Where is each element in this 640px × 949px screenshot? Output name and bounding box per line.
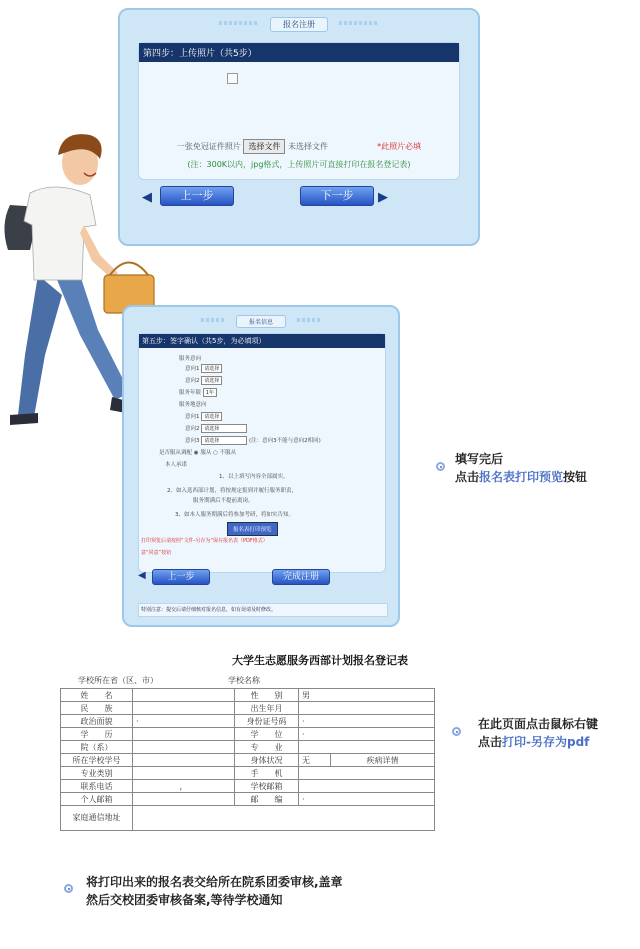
cell-label: 学 历 [61,728,133,741]
region1-label: 意向1 [185,414,200,420]
cell-value [133,754,235,767]
cell-label: 身体状况 [235,754,299,767]
choose-file-button[interactable]: 选择文件 [243,139,285,154]
cell-value [133,702,235,715]
print-preview-button[interactable]: 报名表打印预览 [227,522,278,536]
cell-value [133,728,235,741]
cell-label: 疾病详情 [331,754,435,767]
promise-3: 3、如本人服务期满后将参加考研，将如实告知。 [175,512,295,518]
cell-label: 邮 编 [235,793,299,806]
adjust-no-label: 不服从 [219,450,237,456]
confirm-form-area [138,333,386,573]
cell-value [133,806,435,831]
table-row [61,793,435,806]
wish1-label: 意向1 [185,366,200,372]
cell-label: 专业类别 [61,767,133,780]
panel-tabbar [124,309,398,325]
prev-step-button[interactable]: 上一步 [160,186,234,206]
cell-value [133,689,235,702]
cell-label: 所在学校学号 [61,754,133,767]
left-leg [18,275,62,417]
years-select[interactable]: 1年 [203,388,217,397]
cell-value: · [299,793,435,806]
cell-value [299,767,435,780]
wish1-select[interactable]: 请选择 [201,364,222,373]
wish1-row [185,364,222,373]
step-navigation [142,186,460,208]
wish2-row [185,376,222,385]
step-navigation [138,569,388,585]
tab-decoration [219,21,259,25]
region2-label: 意向2 [185,426,200,432]
service-wish-label: 服务意向 [179,356,202,362]
callout-highlight: 打印-另存为pdf [502,735,590,749]
print-button-row [227,522,278,536]
cell-label: 出生年月 [235,702,299,715]
cell-value: · [299,728,435,741]
radio-icon[interactable]: ○ [213,450,218,456]
tab-decoration [297,318,321,322]
upload-form-area [138,42,460,180]
table-row [61,715,435,728]
cell-value: ， [133,780,235,793]
finish-register-button[interactable]: 完成注册 [272,569,330,585]
upload-photo-panel [118,8,480,246]
cell-value [299,780,435,793]
red-note: 打印预览后请按照“文件-另存为”保存报名表（PDF格式） [141,538,268,544]
cell-value [133,793,235,806]
promise-2b: 服务期满后不提前离岗。 [193,498,254,504]
meta-province: 学校所在省（区、市） [78,676,158,685]
cell-label: 学 位 [235,728,299,741]
region-wish-label: 服务地意向 [179,402,207,408]
callout-text: 点击 [478,735,503,749]
callout-highlight: 报名表打印预览 [479,470,564,484]
table-row [61,741,435,754]
registration-table [60,688,435,831]
region1-select[interactable]: 请选择 [201,412,222,421]
cell-label: 手 机 [235,767,299,780]
notice-box: 特别注意：提交后请仔细核对报名信息，如有误请及时修改。 [138,603,388,617]
panel-tabbar [120,12,478,28]
callout-line: 然后交校团委审核备案,等待学校通知 [86,893,283,907]
callout-line: 在此页面点击鼠标右键 [478,717,599,731]
promise-label: 本人承诺 [165,462,188,468]
cell-value [133,767,235,780]
cell-value [299,741,435,754]
bullet-icon [64,884,73,893]
region3-select[interactable]: 请选择 [201,436,247,445]
cell-label: 身份证号码 [235,715,299,728]
panel-title: 报名信息 [236,315,286,328]
callout-submit-form [86,873,343,909]
region3-label: 意向3 [185,438,200,444]
callout-line: 填写完后 [455,452,504,466]
step-header: 第五步：签字确认（共5步，为必填项） [139,334,385,348]
tab-decoration [339,21,379,25]
table-row [61,702,435,715]
panel-title: 报名注册 [270,17,328,32]
arrow-left-icon: ◀ [138,570,146,581]
wish2-select[interactable]: 请选择 [201,376,222,385]
cell-label: 性 别 [235,689,299,702]
tab-decoration [201,318,225,322]
table-row [61,754,435,767]
table-row [61,689,435,702]
radio-selected-icon[interactable]: ◉ [193,450,199,456]
bullet-icon [436,462,445,471]
cell-label: 姓 名 [61,689,133,702]
table-row [61,767,435,780]
cell-value: 无 [299,754,331,767]
adjust-yes-label: 服从 [200,450,212,456]
promise-1: 1、以上填写内容全部属实。 [219,474,289,480]
cell-label: 个人邮箱 [61,793,133,806]
cell-label: 家庭通信地址 [61,806,133,831]
confirm-panel [122,305,400,627]
meta-school: 学校名称 [228,676,260,685]
cell-label: 政治面貌 [61,715,133,728]
red-note-2: 意“同意”按钮 [141,550,172,556]
cell-label: 民 族 [61,702,133,715]
cell-value: · [133,715,235,728]
adjust-label: 是否服从调配 [159,450,193,456]
step-header: 第四步：上传照片（共5步） [139,43,459,62]
arrow-left-icon: ◀ [142,190,152,205]
callout-line [455,468,587,486]
callout-line [478,733,598,751]
shoe [10,413,38,425]
years-label: 服务年限 [179,390,202,396]
next-step-button[interactable]: 下一步 [300,186,374,206]
adjust-row [159,448,236,456]
callout-text: 按钮 [563,470,588,484]
cell-label: 院（系） [61,741,133,754]
callout-print-preview [455,450,587,486]
arrow-right-icon: ▶ [378,190,388,205]
required-note: *此照片必填 [377,142,422,151]
region-note: (注：意向3不能与意向2相同) [249,438,321,444]
cell-value [299,702,435,715]
upload-label: 一张免冠证件照片 [176,142,241,151]
region3-row [185,436,321,445]
table-row [61,780,435,793]
region2-row [185,424,247,433]
years-row [179,388,217,397]
cell-label: 专 业 [235,741,299,754]
prev-step-button[interactable]: 上一步 [152,569,210,585]
upload-row [139,139,459,154]
photo-preview-image [227,73,238,84]
wish2-label: 意向2 [185,378,200,384]
bullet-icon [452,727,461,736]
table-row [61,728,435,741]
cell-label: 联系电话 [61,780,133,793]
cell-value: 男 [299,689,435,702]
callout-line: 将打印出来的报名表交给所在院系团委审核,盖章 [86,875,343,889]
cell-value [133,741,235,754]
promise-2: 2、如入选西部计划，将按规定报到并履行服务职责， [167,488,298,494]
upload-hint: (注：300K以内，jpg格式，上传照片可直接打印在报名登记表) [187,160,411,169]
no-file-text: 未选择文件 [288,142,328,151]
region1-row [185,412,222,421]
cell-label: 学校邮箱 [235,780,299,793]
callout-text: 点击 [455,470,480,484]
region2-select[interactable]: 请选择 [201,424,247,433]
reg-form-title: 大学生志愿服务西部计划报名登记表 [232,654,408,667]
table-row [61,806,435,831]
callout-save-pdf [478,715,598,751]
cell-value: · [299,715,435,728]
